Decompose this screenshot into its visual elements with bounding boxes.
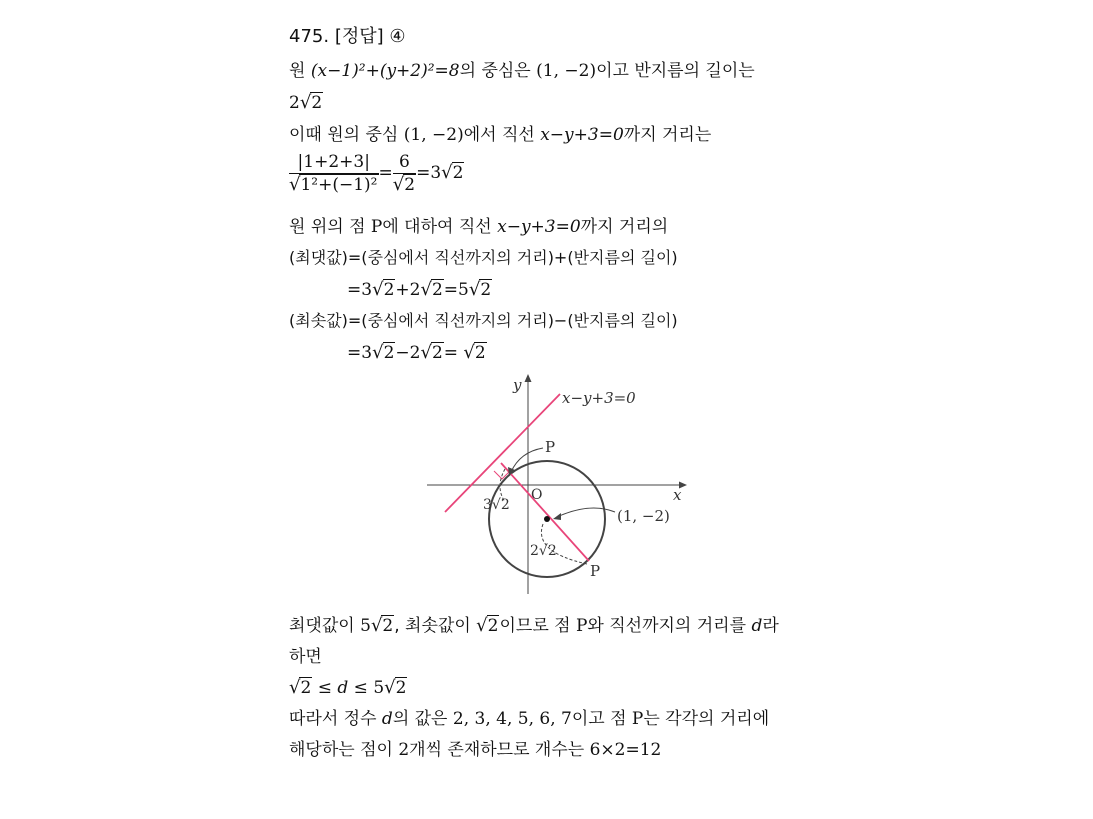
sqrt: √2 <box>463 342 486 363</box>
point-label: P <box>631 709 644 729</box>
radicand: 2 <box>395 678 407 698</box>
radicand: 2 <box>311 93 323 113</box>
answer-mark: ④ <box>389 26 406 47</box>
text: 에 대하여 직선 <box>382 217 492 237</box>
text: 해당하는 점이 <box>289 740 393 760</box>
point-sentence <box>289 215 668 239</box>
operator: −2 <box>395 343 421 363</box>
text: 개씩 존재하므로 개수는 <box>409 740 585 760</box>
radicand: 1²+(−1)² <box>300 175 378 195</box>
result-coef: 5 <box>458 280 469 300</box>
distance-sentence <box>289 123 711 147</box>
radicand: 2 <box>431 280 443 300</box>
dist-label: 3√2 <box>483 497 510 513</box>
numerator: |1+2+3| <box>289 152 379 174</box>
radicand: 2 <box>300 678 312 698</box>
text: , 최솟값이 <box>394 616 471 636</box>
text: 까지 거리는 <box>623 125 712 145</box>
sqrt: √2 <box>420 279 443 300</box>
sqrt: √2 <box>384 677 407 698</box>
max-definition: (최댓값)=(중심에서 직선까지의 거리)+(반지름의 길이) <box>289 248 678 267</box>
text: 최댓값이 <box>289 616 355 636</box>
line-x-y-3 <box>445 394 560 512</box>
text: 까지 거리의 <box>580 217 669 237</box>
final-calc: 6×2=12 <box>589 740 662 760</box>
center-label: (1, −2) <box>617 507 670 525</box>
conclusion-cont: 하면 <box>289 647 322 667</box>
circle-equation: (x−1)²+(y+2)²=8 <box>310 61 460 81</box>
point-p-pointer <box>511 448 543 472</box>
center-coords: (1, −2) <box>536 61 597 81</box>
radius-value <box>289 91 323 115</box>
final-sentence-2 <box>289 738 661 762</box>
problem-header <box>289 25 406 49</box>
coef: 5 <box>373 678 385 698</box>
var-d: d <box>381 709 393 729</box>
center-coords: (1, −2) <box>403 125 464 145</box>
inequality-mid: ≤ d ≤ <box>317 678 368 698</box>
text: 이고 점 <box>571 709 627 729</box>
line-equation: x−y+3=0 <box>497 217 581 237</box>
line-equation: x−y+3=0 <box>540 125 624 145</box>
center-pointer <box>557 508 615 517</box>
sqrt: √2 <box>370 615 394 636</box>
text: 원 위의 점 <box>289 217 366 237</box>
text: 라 <box>762 616 779 636</box>
sqrt: √2 <box>372 342 395 363</box>
final-sentence-1 <box>289 707 769 731</box>
text: 의 값은 <box>392 709 448 729</box>
max-calculation: =3√2+2√2=5√2 <box>347 279 492 300</box>
text: 따라서 정수 <box>289 709 377 729</box>
inequality <box>289 676 407 700</box>
fraction-small <box>393 152 416 195</box>
circle-line-figure <box>425 372 695 597</box>
sqrt: √2 <box>420 342 443 363</box>
y-axis-arrow <box>525 374 532 382</box>
y-axis-label: y <box>513 376 522 394</box>
sqrt: √2 <box>441 162 464 183</box>
coef: 3 <box>361 343 373 363</box>
problem-number: 475. <box>289 26 330 47</box>
sqrt: √2 <box>476 615 499 636</box>
radicand: 2 <box>452 163 464 183</box>
denominator: √1²+(−1)² <box>289 174 378 195</box>
coef: 3 <box>430 163 442 183</box>
min-definition: (최솟값)=(중심에서 직선까지의 거리)−(반지름의 길이) <box>289 311 678 330</box>
d-values: 2, 3, 4, 5, 6, 7 <box>452 709 572 729</box>
coef: 5 <box>360 616 371 636</box>
text: 에서 직선 <box>463 125 535 145</box>
origin-label: O <box>531 487 543 503</box>
distance-formula: $\frac{|1+2+3|}{\text{√1²+(−1)²}}$ = $\frac{6}{√2}$ =3√2 <box>289 152 464 195</box>
count: 2 <box>398 740 410 760</box>
center-pointer-head <box>553 513 561 520</box>
denominator: √2 <box>392 174 416 195</box>
text: 이고 반지름의 길이는 <box>596 61 755 81</box>
point-p-bottom-label: P <box>590 562 601 580</box>
point-label: P <box>575 616 588 636</box>
radicand: 2 <box>404 175 416 195</box>
max-min-sentence <box>289 614 779 638</box>
x-axis-label: x <box>673 486 682 504</box>
text: 와 직선까지의 거리를 <box>587 616 747 636</box>
radius-label: 2√2 <box>530 543 557 559</box>
center-point <box>544 516 550 522</box>
sqrt: √2 <box>372 279 395 300</box>
fraction-big <box>289 152 379 195</box>
coef: 3 <box>361 280 373 300</box>
text: 이때 원의 중심 <box>289 125 399 145</box>
numerator: 6 <box>393 152 416 174</box>
word-circle: 원 <box>289 61 306 81</box>
circle-center-sentence <box>289 59 755 83</box>
radicand: 2 <box>474 343 486 363</box>
line-label: x−y+3=0 <box>562 389 636 407</box>
coef: 2 <box>289 93 300 113</box>
answer-label: [정답] <box>334 26 384 47</box>
point-label: P <box>370 217 383 237</box>
sqrt: √2 <box>299 92 323 113</box>
min-calculation: =3√2−2√2= √2 <box>347 342 486 363</box>
point-p-top-label: P <box>545 438 556 456</box>
sqrt: √2 <box>468 279 492 300</box>
text: 의 중심은 <box>459 61 531 81</box>
text: 는 각각의 거리에 <box>643 709 770 729</box>
text: 이므로 점 <box>499 616 571 636</box>
var-d: d <box>751 616 763 636</box>
sqrt: √2 <box>289 677 312 698</box>
operator: +2 <box>395 280 421 300</box>
